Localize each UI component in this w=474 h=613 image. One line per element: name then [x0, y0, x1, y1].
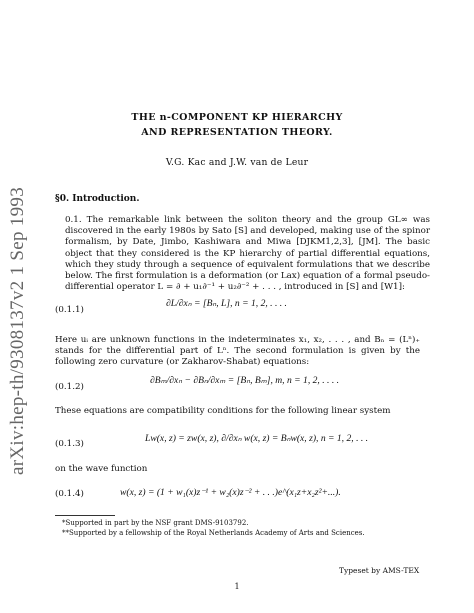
equation-4: w(x, z) = (1 + w₁(x)z⁻¹ + w₂(x)z⁻² + . . .)e^(x₁z+x₂z²+...).: [120, 487, 341, 498]
equation-3-number: (0.1.3): [55, 439, 84, 449]
equation-2-number: (0.1.2): [55, 382, 84, 392]
footnote-rule: [55, 515, 115, 516]
page-number: 1: [234, 582, 240, 591]
paragraph-1: 0.1. The remarkable link between the soliton theory and the group GL∞ was discovered in the early 1980s by Sato [S] and developed, making use of the spinor formalism, by Date, Jimbo, Kashiwara and Miwa [DJKM1,2,3], [JM]. The basic object that they considered is the KP hierarchy of partial differential equations, which they study through a sequence of equivalent formulations that we describe below. The first formulation is a deformation (or Lax) equation of a formal pseudo-differential operator L = ∂ + u₁∂⁻¹ + u₂∂⁻² + . . . , introduced in [S] and [W1]:: [65, 215, 430, 293]
paragraph-2: Here uᵢ are unknown functions in the indeterminates x₁, x₂, . . . , and Bₙ = (Lⁿ)₊ stands for the differential part of Lⁿ. The second formulation is given by the following zero curvature (or Zakharov-Shabat) equations:: [55, 335, 420, 368]
paper-title-line-2: AND REPRESENTATION THEORY.: [141, 127, 333, 138]
equation-1: ∂L/∂xₙ = [Bₙ, L], n = 1, 2, . . . .: [166, 298, 287, 309]
typeset-note: Typeset by AMS-TEX: [339, 566, 420, 575]
equation-2: ∂Bₘ/∂xₙ − ∂Bₙ/∂xₘ = [Bₙ, Bₘ], m, n = 1, 2, . . . .: [150, 375, 340, 386]
paragraph-4: on the wave function: [55, 464, 148, 474]
footnote-2: **Supported by a fellowship of the Royal Netherlands Academy of Arts and Sciences.: [62, 529, 365, 537]
footnote-1: *Supported in part by the NSF grant DMS-9103792.: [62, 519, 249, 527]
paragraph-3: These equations are compatibility conditions for the following linear system: [55, 406, 391, 416]
equation-1-number: (0.1.1): [55, 305, 84, 315]
arxiv-side-label: arXiv:hep-th/9308137v2 1 Sep 1993: [7, 186, 28, 475]
section-heading: §0. Introduction.: [55, 194, 140, 204]
equation-3: Lw(x, z) = zw(x, z), ∂/∂xₙ w(x, z) = Bₙw(x, z), n = 1, 2, . . .: [145, 433, 369, 444]
paper-title-line-1: THE n-COMPONENT KP HIERARCHY: [131, 112, 343, 123]
equation-4-number: (0.1.4): [55, 489, 84, 499]
authors: V.G. Kac and J.W. van de Leur: [165, 157, 309, 168]
